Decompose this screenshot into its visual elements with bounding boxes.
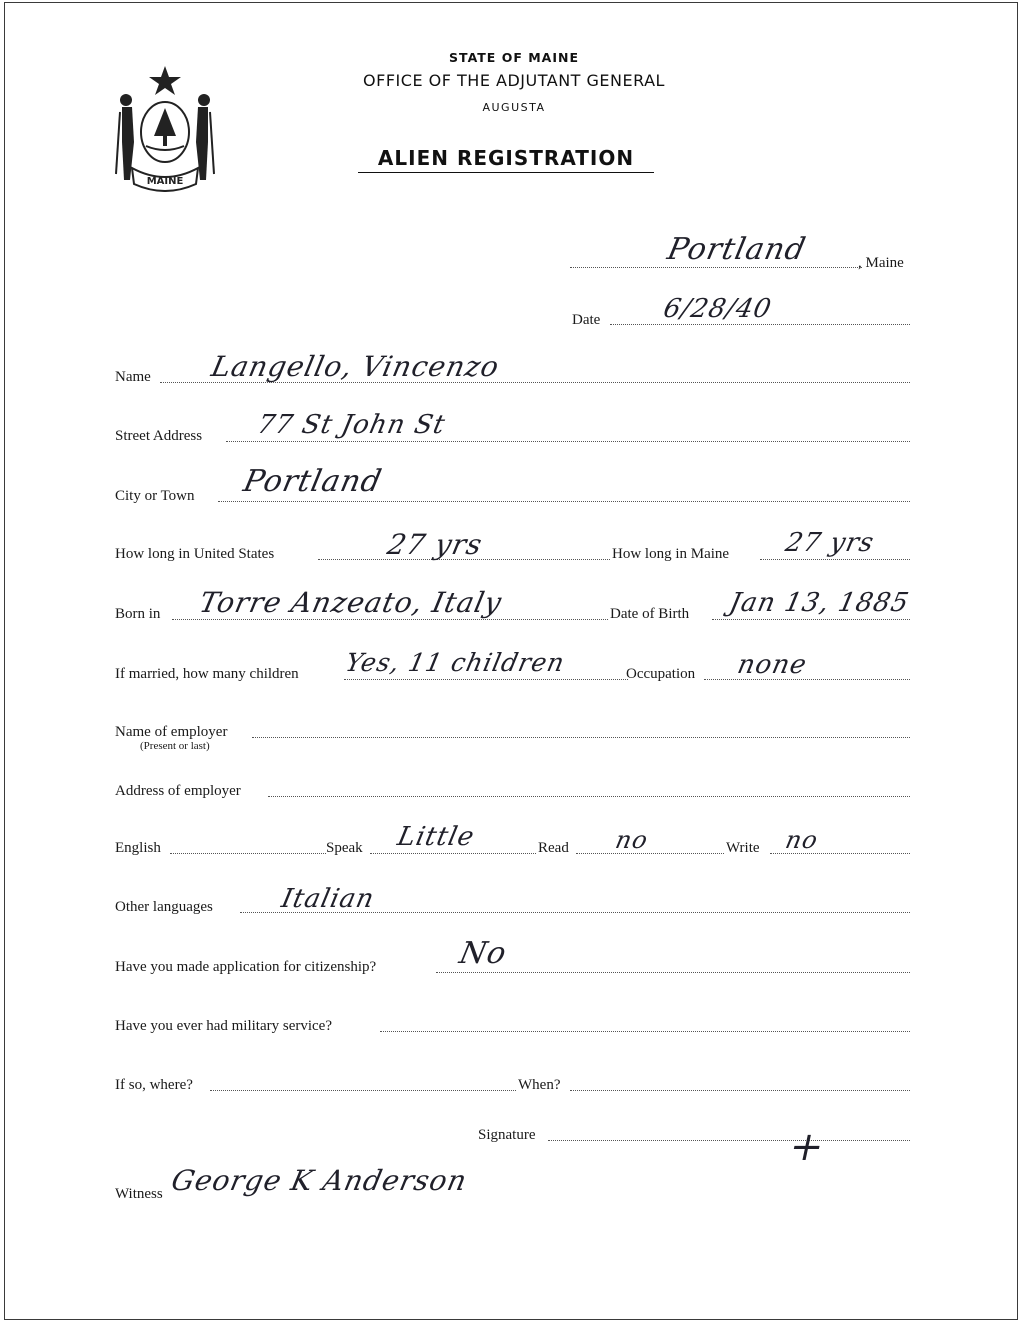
- citizenship-field-line: [436, 971, 910, 973]
- city-label: City or Town: [115, 488, 195, 504]
- header-office: OFFICE OF THE ADJUTANT GENERAL: [363, 71, 665, 90]
- state-seal-icon: [110, 62, 220, 192]
- military-service-field-line: [380, 1030, 910, 1032]
- other-languages-label: Other languages: [115, 899, 213, 915]
- how-long-maine-field-line: [760, 558, 910, 560]
- employer-name-label: Name of employer: [115, 724, 228, 740]
- place-entry: Portland: [664, 232, 810, 267]
- read-field-line: [576, 852, 724, 854]
- married-children-entry: Yes, 11 children: [342, 648, 568, 677]
- witness-label: Witness: [115, 1186, 163, 1202]
- witness-entry: George K Anderson: [168, 1164, 471, 1197]
- header-state: STATE OF MAINE: [449, 50, 579, 65]
- seal-text: MAINE: [146, 176, 184, 187]
- speak-field-line: [370, 852, 536, 854]
- how-long-maine-entry: 27 yrs: [782, 528, 878, 558]
- when-field-line: [570, 1089, 910, 1091]
- how-long-us-label: How long in United States: [115, 546, 275, 562]
- employer-address-field-line: [268, 795, 910, 797]
- write-label: Write: [726, 840, 760, 856]
- military-service-label: Have you ever had military service?: [115, 1018, 332, 1034]
- born-in-entry: Torre Anzeato, Italy: [196, 586, 506, 619]
- citizenship-entry: No: [456, 936, 511, 971]
- employer-name-field-line: [252, 736, 910, 738]
- occupation-entry: none: [734, 650, 810, 680]
- city-entry: Portland: [240, 464, 386, 499]
- name-label: Name: [115, 369, 151, 385]
- occupation-label: Occupation: [626, 666, 696, 682]
- signature-mark-entry: +: [785, 1124, 830, 1170]
- place-suffix-label: , Maine: [858, 255, 904, 271]
- when-label: When?: [518, 1077, 561, 1093]
- married-children-field-line: [344, 678, 628, 680]
- if-so-where-label: If so, where?: [115, 1077, 193, 1093]
- read-entry: no: [613, 826, 651, 854]
- speak-entry: Little: [394, 822, 478, 852]
- born-in-label: Born in: [115, 606, 161, 622]
- street-address-field-line: [226, 440, 910, 442]
- header-city: AUGUSTA: [482, 101, 546, 114]
- if-so-where-field-line: [210, 1089, 516, 1091]
- date-entry: 6/28/40: [660, 294, 775, 324]
- signature-field-line: [548, 1139, 910, 1141]
- date-of-birth-label: Date of Birth: [610, 606, 690, 622]
- english-label: English: [115, 840, 161, 856]
- name-entry: Langello, Vincenzo: [208, 350, 503, 383]
- write-entry: no: [783, 826, 821, 854]
- date-label: Date: [572, 312, 601, 328]
- date-of-birth-field-line: [712, 618, 910, 620]
- signature-label: Signature: [478, 1127, 536, 1143]
- employer-address-label: Address of employer: [115, 783, 241, 799]
- street-address-entry: 77 St John St: [254, 410, 449, 440]
- read-label: Read: [538, 840, 569, 856]
- other-languages-entry: Italian: [278, 884, 378, 914]
- married-children-label: If married, how many children: [115, 666, 299, 682]
- form-title: ALIEN REGISTRATION: [358, 146, 654, 173]
- city-field-line: [218, 500, 910, 502]
- street-address-label: Street Address: [115, 428, 203, 444]
- citizenship-label: Have you made application for citizenship?: [115, 959, 377, 975]
- employer-note-label: (Present or last): [140, 740, 210, 752]
- speak-label: Speak: [326, 840, 363, 856]
- date-of-birth-entry: Jan 13, 1885: [726, 588, 912, 618]
- how-long-us-entry: 27 yrs: [384, 528, 486, 561]
- english-field-line: [170, 852, 326, 854]
- how-long-maine-label: How long in Maine: [612, 546, 730, 562]
